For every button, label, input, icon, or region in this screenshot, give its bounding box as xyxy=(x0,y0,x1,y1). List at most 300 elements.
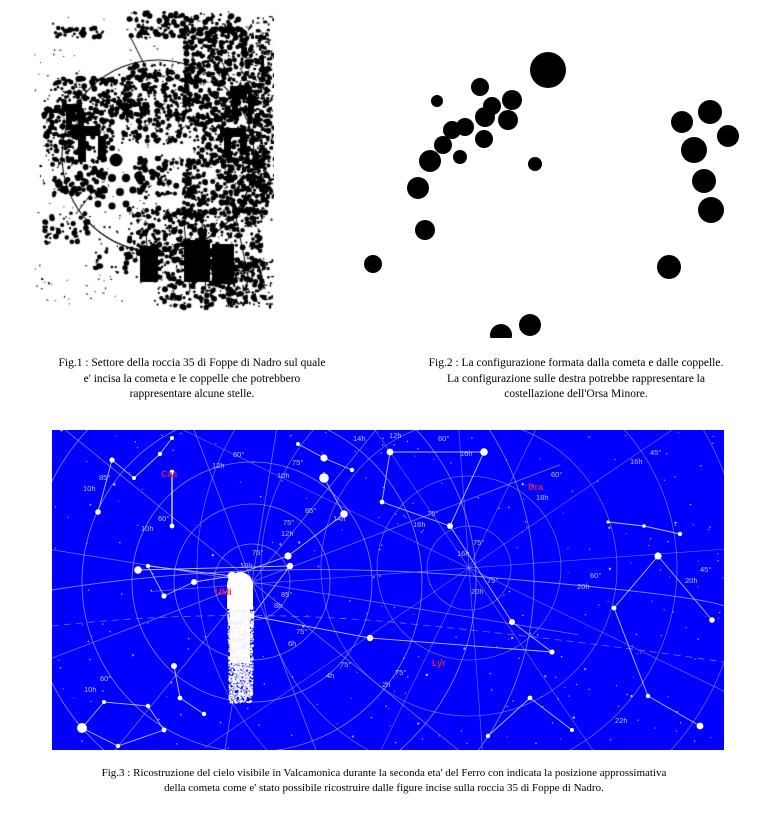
grid-label: 75° xyxy=(340,660,352,669)
grid-label: 14h xyxy=(353,434,366,443)
comet-tail-speckle xyxy=(250,679,252,681)
background-star xyxy=(290,435,291,436)
comet-tail-speckle xyxy=(241,689,243,691)
grid-label: 75° xyxy=(427,509,439,518)
background-star xyxy=(490,673,491,674)
comet-tail-speckle xyxy=(249,701,251,703)
comet-tail-cupmark xyxy=(434,136,452,154)
grid-label: 20h xyxy=(685,576,698,585)
comet-tail-cupmark xyxy=(431,95,443,107)
grid-label: 10h xyxy=(240,561,253,570)
comet-tail-speckle xyxy=(241,670,243,672)
comet-tail-speckle xyxy=(229,681,231,683)
grid-label: 75° xyxy=(296,627,308,636)
background-star xyxy=(697,586,698,587)
comet-tail-speckle xyxy=(252,637,254,639)
comet-tail-speckle xyxy=(234,672,236,674)
comet-tail-speckle xyxy=(235,702,237,704)
comet-tail-speckle xyxy=(252,634,254,636)
comet-tail-speckle xyxy=(245,681,247,683)
background-star xyxy=(537,634,538,635)
background-star xyxy=(89,659,90,660)
grid-label: 75° xyxy=(283,518,295,527)
comet-tail-speckle xyxy=(250,612,252,614)
background-star xyxy=(463,647,465,649)
comet-tail-speckle xyxy=(250,688,252,690)
background-star xyxy=(342,529,343,530)
background-star xyxy=(573,716,575,718)
background-star xyxy=(88,641,89,642)
isolated-cupmark xyxy=(490,324,512,338)
comet-tail-speckle xyxy=(250,639,252,641)
comet-tail-speckle xyxy=(240,700,242,702)
comet-tail-speckle xyxy=(251,650,253,652)
background-star xyxy=(471,437,472,438)
background-star xyxy=(478,497,479,498)
background-star xyxy=(455,636,456,637)
caption-line: La configurazione sulle destra potrebbe rappresentare la xyxy=(447,372,705,385)
background-star xyxy=(507,706,508,707)
background-star xyxy=(324,472,325,473)
background-star xyxy=(82,624,83,625)
comet-tail-speckle xyxy=(237,688,239,690)
comet-tail-speckle xyxy=(240,682,242,684)
measurement-bar-bottom xyxy=(170,524,175,529)
comet-tail-speckle xyxy=(235,664,237,666)
background-star xyxy=(576,684,577,685)
grid-label: 12h xyxy=(389,431,402,440)
background-star xyxy=(412,503,413,504)
comet-tail-speckle xyxy=(248,667,250,669)
background-star xyxy=(413,614,414,615)
grid-label: 16h xyxy=(630,457,643,466)
caption-line: e' incisa la cometa e le coppelle che potrebbero xyxy=(83,372,301,385)
background-star xyxy=(388,708,389,709)
comet-tail-speckle xyxy=(251,686,253,688)
comet-tail-cupmark xyxy=(407,177,429,199)
background-star xyxy=(589,437,590,438)
comet-tail-speckle xyxy=(252,607,254,609)
background-star xyxy=(212,554,214,556)
caption-line: della cometa come e' stato possibile ricostruire dalle figure incise sulla roccia 35 di Foppe di Nadro. xyxy=(164,782,604,794)
comet-tail-speckle xyxy=(234,679,236,681)
comet-tail-speckle xyxy=(242,668,244,670)
comet-tail-speckle xyxy=(227,627,229,629)
background-star xyxy=(109,631,110,632)
comet-tail-speckle xyxy=(248,692,250,694)
comet-tail-speckle xyxy=(235,696,237,698)
background-star xyxy=(405,517,406,518)
background-star xyxy=(607,601,608,602)
background-star xyxy=(366,613,367,614)
star xyxy=(697,723,704,730)
caption-line: Fig.2 : La configurazione formata dalla cometa e dalle coppelle. xyxy=(428,357,724,369)
ursa-minor-cupmark xyxy=(698,197,724,223)
comet-tail-speckle xyxy=(228,678,230,680)
comet-tail-speckle xyxy=(248,684,250,686)
background-star xyxy=(188,638,189,639)
comet-tail-speckle xyxy=(244,675,246,677)
comet-tail-speckle xyxy=(238,700,240,702)
ursa-minor-cupmark xyxy=(717,125,739,147)
isolated-cupmark xyxy=(528,157,542,171)
background-star xyxy=(525,484,526,485)
grid-label: 75° xyxy=(252,548,264,557)
star xyxy=(654,552,661,559)
grid-label: 20h xyxy=(577,582,590,591)
grid-label: 20h xyxy=(471,587,484,596)
background-star xyxy=(530,633,531,634)
background-star xyxy=(518,657,519,658)
comet-tail-cupmark xyxy=(364,255,382,273)
background-star xyxy=(650,538,651,539)
comet-tail-speckle xyxy=(246,701,248,703)
background-star xyxy=(585,614,586,615)
comet-tail-speckle xyxy=(253,625,255,627)
comet-tail-speckle xyxy=(233,676,235,678)
comet-tail-speckle xyxy=(251,672,253,674)
background-star xyxy=(450,462,451,463)
background-star xyxy=(630,562,631,563)
star xyxy=(178,696,183,701)
comet-tail-speckle xyxy=(247,665,249,667)
comet-tail-speckle xyxy=(228,624,230,626)
background-star xyxy=(58,660,59,661)
background-star xyxy=(89,504,91,506)
grid-label: 10h xyxy=(84,685,97,694)
comet-tail-speckle xyxy=(246,664,248,666)
comet-tail-speckle xyxy=(250,654,252,656)
background-star xyxy=(81,741,82,742)
background-star xyxy=(317,565,319,567)
background-star xyxy=(407,676,408,677)
background-star xyxy=(394,691,395,692)
background-star xyxy=(589,549,590,550)
background-star xyxy=(516,547,517,548)
background-star xyxy=(705,616,706,617)
comet-tail-speckle xyxy=(230,679,232,681)
star xyxy=(132,476,136,480)
background-star xyxy=(325,432,326,433)
background-star xyxy=(610,739,611,740)
background-star xyxy=(423,530,424,531)
comet-tail-speckle xyxy=(248,678,250,680)
grid-label: 8h xyxy=(274,601,283,610)
figure-3-caption xyxy=(24,766,744,796)
comet-tail-speckle xyxy=(231,695,233,697)
background-star xyxy=(240,571,241,572)
background-star xyxy=(383,438,384,439)
comet-tail-speckle xyxy=(247,680,249,682)
grid-label: 60° xyxy=(233,450,245,459)
comet-tail-speckle xyxy=(252,622,254,624)
background-star xyxy=(180,714,181,715)
ursa-minor-cupmark xyxy=(698,100,722,124)
background-star xyxy=(378,517,379,518)
star xyxy=(447,523,453,529)
background-star xyxy=(253,461,254,462)
comet-tail-speckle xyxy=(243,691,245,693)
background-star xyxy=(55,547,56,548)
background-star xyxy=(76,722,77,723)
background-star xyxy=(91,636,92,637)
grid-label: 60° xyxy=(590,571,602,580)
comet-tail-speckle xyxy=(244,700,246,702)
background-star xyxy=(240,482,241,483)
ursa-minor-cupmark xyxy=(657,255,681,279)
background-star xyxy=(379,549,380,550)
background-star xyxy=(508,639,509,640)
background-star xyxy=(503,595,504,596)
grid-label: 6h xyxy=(288,639,297,648)
star xyxy=(162,728,167,733)
grid-label: 12h xyxy=(281,529,294,538)
grid-label: 4h xyxy=(326,671,335,680)
comet-tail-speckle xyxy=(236,693,238,695)
grid-label: 60° xyxy=(158,514,170,523)
background-star xyxy=(558,698,559,699)
comet-tail-speckle xyxy=(235,699,237,701)
comet-tail-speckle xyxy=(237,663,239,665)
background-star xyxy=(540,458,541,459)
comet-tail-speckle xyxy=(247,671,249,673)
comet-tail-speckle xyxy=(228,633,230,635)
comet-tail-speckle xyxy=(234,674,236,676)
star xyxy=(367,635,373,641)
comet-tail-speckle xyxy=(245,671,247,673)
grid-label: 10h xyxy=(277,471,290,480)
background-star xyxy=(317,704,318,705)
comet-tail-speckle xyxy=(232,670,234,672)
caption-line: rappresentare alcune stelle. xyxy=(129,388,255,400)
background-star xyxy=(433,459,434,460)
comet-tail-speckle xyxy=(240,698,242,700)
comet-tail-speckle xyxy=(228,657,230,659)
background-star xyxy=(180,433,181,434)
background-star xyxy=(417,722,419,724)
comet-tail-cupmark xyxy=(498,110,518,130)
comet-tail-speckle xyxy=(228,621,230,623)
background-star xyxy=(584,668,586,670)
background-star xyxy=(381,452,382,453)
comet-tail-speckle xyxy=(235,666,237,668)
background-star xyxy=(633,676,634,677)
background-star xyxy=(523,498,524,499)
comet-tail-core xyxy=(230,605,250,663)
caption-line: Fig.3 : Ricostruzione del cielo visibile in Valcamonica durante la seconda eta' del Ferro con indicata la posizione approssimativa xyxy=(101,767,667,779)
background-star xyxy=(379,575,381,577)
background-star xyxy=(407,441,408,442)
background-star xyxy=(417,448,418,449)
background-star xyxy=(220,722,221,723)
background-star xyxy=(397,523,398,524)
background-star xyxy=(441,483,442,484)
background-star xyxy=(567,548,568,549)
background-star xyxy=(381,544,382,545)
background-star xyxy=(119,542,120,543)
grid-label: 85° xyxy=(305,506,317,515)
background-star xyxy=(525,521,526,522)
comet-tail-speckle xyxy=(229,686,231,688)
background-star xyxy=(660,569,661,570)
star xyxy=(480,448,488,456)
comet-tail-speckle xyxy=(247,676,249,678)
background-star xyxy=(697,639,698,640)
background-star xyxy=(403,515,404,516)
background-star xyxy=(142,489,143,490)
background-star xyxy=(661,635,662,636)
comet-tail-speckle xyxy=(251,615,253,617)
background-star xyxy=(698,561,699,562)
background-star xyxy=(129,472,130,473)
comet-tail-speckle xyxy=(234,687,236,689)
star xyxy=(350,468,354,472)
comet-tail-cupmark xyxy=(502,90,522,110)
background-star xyxy=(366,477,367,478)
background-star xyxy=(86,461,87,462)
background-star xyxy=(676,730,677,731)
comet-tail-speckle xyxy=(251,681,253,683)
background-star xyxy=(306,498,307,499)
background-star xyxy=(522,615,523,616)
background-star xyxy=(636,634,637,635)
background-star xyxy=(552,722,553,723)
comet-tail-speckle xyxy=(245,685,247,687)
background-star xyxy=(73,697,74,698)
figure-2-cupmark-configuration xyxy=(360,18,760,338)
background-star xyxy=(522,483,524,485)
constellation-name-label: Dra xyxy=(528,482,544,492)
comet-head-cupmark xyxy=(530,52,566,88)
background-star xyxy=(669,576,670,577)
comet-tail-speckle xyxy=(248,689,250,691)
comet-tail-speckle xyxy=(237,696,239,698)
background-star xyxy=(418,656,419,657)
background-star xyxy=(648,545,649,546)
background-star xyxy=(717,560,718,561)
background-star xyxy=(102,690,103,691)
background-star xyxy=(121,593,122,594)
background-star xyxy=(87,542,88,543)
ursa-minor-cupmark xyxy=(671,111,693,133)
comet-tail-speckle xyxy=(243,693,245,695)
background-star xyxy=(90,701,91,702)
star xyxy=(284,552,291,559)
background-star xyxy=(627,694,628,695)
background-star xyxy=(135,441,136,442)
star xyxy=(509,619,515,625)
comet-tail-cupmark xyxy=(443,121,461,139)
background-star xyxy=(722,577,723,578)
comet-tail-speckle xyxy=(229,694,231,696)
star xyxy=(191,579,197,585)
comet-tail-speckle xyxy=(232,687,234,689)
constellation-name-label: Lyr xyxy=(432,658,446,668)
background-star xyxy=(116,435,117,436)
comet-tail-speckle xyxy=(244,670,246,672)
background-star xyxy=(381,605,382,606)
comet-tail-speckle xyxy=(248,682,250,684)
comet-tail-speckle xyxy=(234,694,236,696)
figure-1-rock-art-image xyxy=(34,8,274,323)
comet-tail-speckle xyxy=(252,617,254,619)
background-star xyxy=(298,541,300,543)
comet-tail-speckle xyxy=(229,689,231,691)
figure-2-caption xyxy=(392,356,760,403)
comet-tail-speckle xyxy=(235,682,237,684)
comet-tail-speckle xyxy=(238,682,240,684)
comet-tail-speckle xyxy=(232,702,234,704)
star xyxy=(158,452,162,456)
background-star xyxy=(598,604,599,605)
comet-tail-speckle xyxy=(243,664,245,666)
background-star xyxy=(60,667,61,668)
rock-art-tracing-canvas xyxy=(34,8,274,323)
comet-tail-speckle xyxy=(251,644,253,646)
comet-tail-speckle xyxy=(250,622,252,624)
background-star xyxy=(694,741,695,742)
comet-tail-speckle xyxy=(239,678,241,680)
background-star xyxy=(188,648,189,649)
comet-tail-speckle xyxy=(231,682,233,684)
comet-tail-speckle xyxy=(239,690,241,692)
comet-tail-speckle xyxy=(242,669,244,671)
background-star xyxy=(414,455,415,456)
star xyxy=(486,734,490,738)
figure-1-caption xyxy=(8,356,376,403)
background-star xyxy=(395,514,396,515)
comet-tail-speckle xyxy=(237,692,239,694)
background-star xyxy=(264,684,265,685)
comet-tail-speckle xyxy=(228,661,230,663)
background-star xyxy=(307,615,308,616)
background-star xyxy=(421,532,422,533)
comet-tail-speckle xyxy=(237,671,239,673)
comet-tail-speckle xyxy=(243,682,245,684)
comet-tail-speckle xyxy=(241,700,243,702)
grid-label: 45° xyxy=(700,565,712,574)
caption-line: costellazione dell'Orsa Minore. xyxy=(504,388,648,400)
comet-tail-speckle xyxy=(245,695,247,697)
background-star xyxy=(260,496,261,497)
background-star xyxy=(666,453,667,454)
background-star xyxy=(626,533,627,534)
star xyxy=(320,454,327,461)
comet-tail-speckle xyxy=(250,630,252,632)
background-star xyxy=(466,743,467,744)
background-star xyxy=(560,738,561,739)
background-star xyxy=(561,656,562,657)
background-star xyxy=(511,637,513,639)
comet-tail-speckle xyxy=(244,687,246,689)
background-star xyxy=(693,524,694,525)
background-star xyxy=(102,623,103,624)
background-star xyxy=(637,653,638,654)
background-star xyxy=(356,672,357,673)
star xyxy=(77,723,87,733)
comet-tail-speckle xyxy=(232,696,234,698)
background-star xyxy=(664,480,665,481)
background-star xyxy=(352,735,354,737)
comet-tail-speckle xyxy=(228,630,230,632)
background-star xyxy=(351,698,352,699)
grid-label: 18h xyxy=(536,493,549,502)
comet-tail-speckle xyxy=(236,673,238,675)
background-star xyxy=(572,490,573,491)
comet-tail-speckle xyxy=(244,665,246,667)
background-star xyxy=(67,517,68,518)
background-star xyxy=(507,736,508,737)
